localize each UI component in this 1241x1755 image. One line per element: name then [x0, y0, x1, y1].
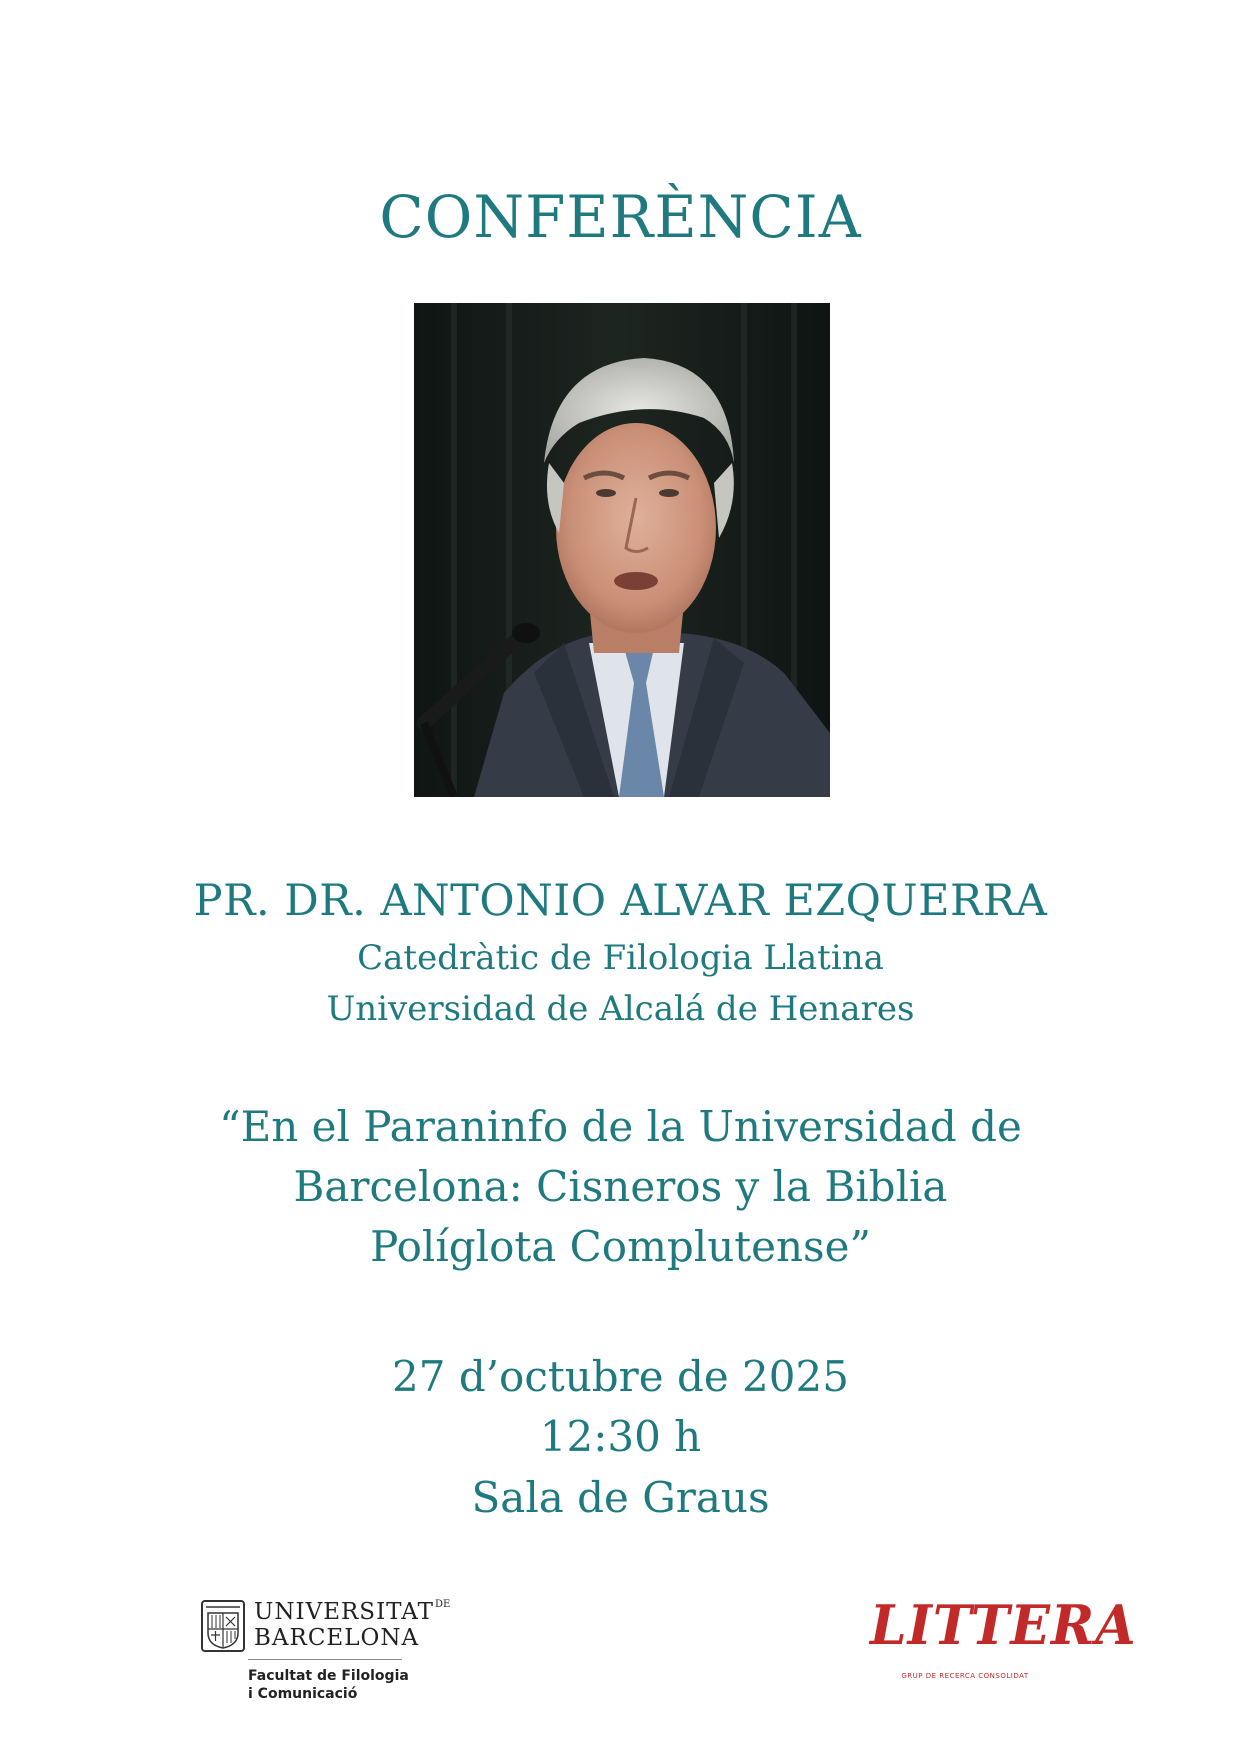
ub-name-de: DE — [434, 1599, 451, 1610]
speaker-photo — [414, 303, 830, 797]
event-date: 27 d’octubre de 2025 — [392, 1352, 849, 1401]
event-place: Sala de Graus — [471, 1473, 770, 1522]
poster-title: CONFERÈNCIA — [379, 183, 862, 251]
speaker-name: PR. DR. ANTONIO ALVAR EZQUERRA — [193, 876, 1048, 926]
talk-title-line: “En el Paraninfo de la Universidad de — [219, 1102, 1022, 1151]
littera-wordmark: LITTERA — [870, 1593, 1137, 1658]
ub-name-line-2: BARCELONA — [254, 1625, 420, 1651]
speaker-institution: Universidad de Alcalá de Henares — [326, 989, 915, 1029]
littera-subtitle: GRUP DE RECERCA CONSOLIDAT — [901, 1672, 1029, 1680]
ub-seal-icon — [200, 1599, 246, 1653]
ub-name-line-1 — [254, 1599, 450, 1625]
ub-faculty-line-2: i Comunicació — [248, 1686, 358, 1702]
event-time: 12:30 h — [539, 1412, 702, 1461]
university-of-barcelona-logo — [200, 1597, 451, 1707]
ub-faculty-line-1: Facultat de Filologia — [248, 1668, 409, 1684]
talk-title-line: Barcelona: Cisneros y la Biblia — [293, 1162, 948, 1211]
talk-title-line: Políglota Complutense” — [370, 1222, 871, 1271]
speaker-position: Catedràtic de Filologia Llatina — [357, 938, 884, 978]
ub-divider — [248, 1659, 402, 1660]
littera-logo — [870, 1593, 1137, 1690]
ub-name-universitat: UNIVERSITAT — [254, 1599, 434, 1625]
